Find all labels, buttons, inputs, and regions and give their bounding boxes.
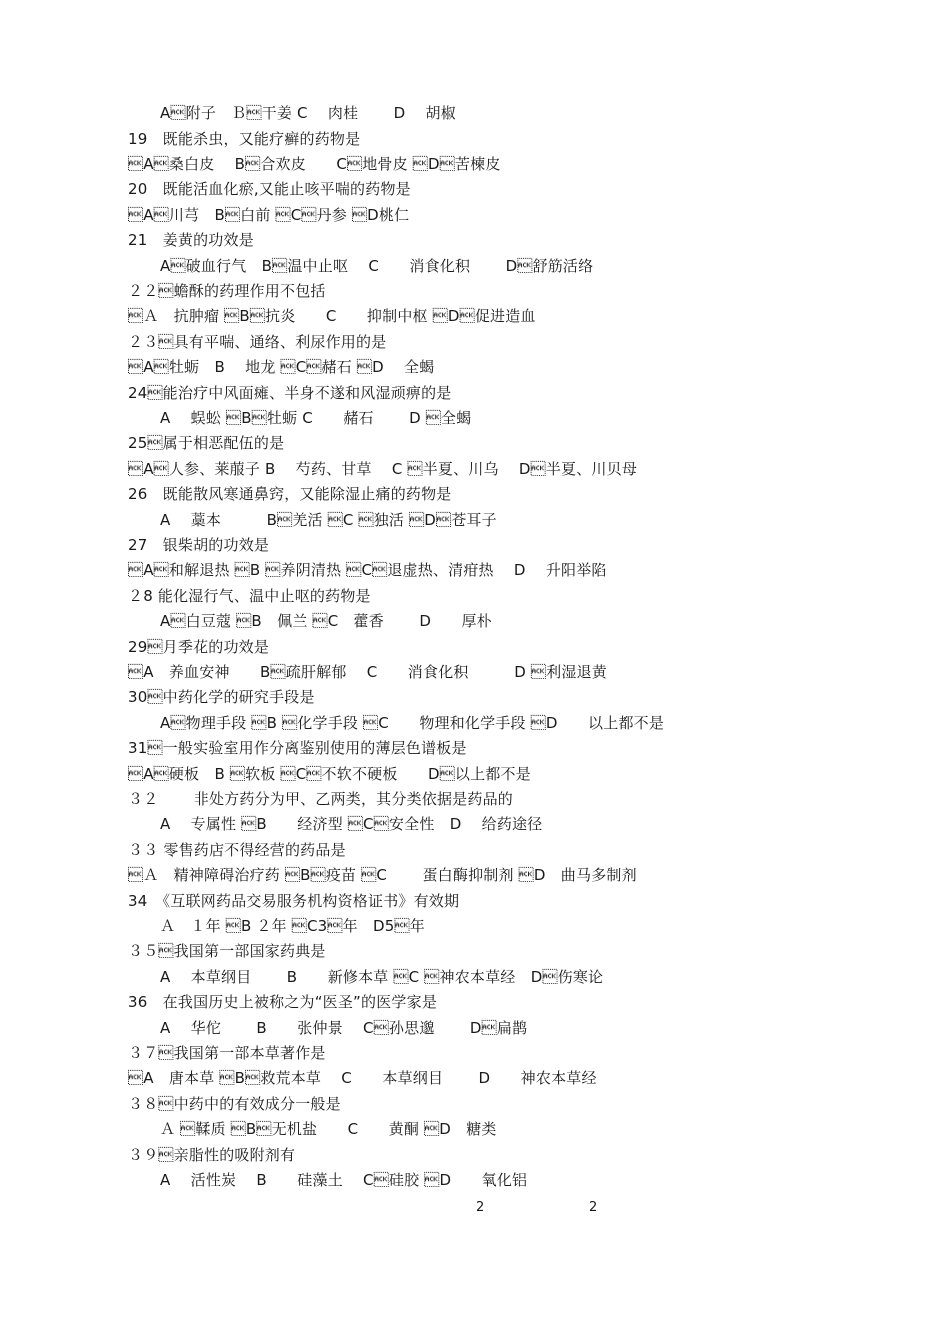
text-line: ２３具有平喘、通络、利尿作用的是	[128, 333, 387, 351]
text-line: 30中药化学的研究手段是	[128, 688, 315, 706]
text-line: 31一般实验室用作分离鉴别使用的薄层色谱板是	[128, 739, 467, 757]
text-line: Ａ 精神障碍治疗药 B疫苗 C 蛋白酶抑制剂 D 曲马多制剂	[128, 866, 637, 884]
text-line: A牡蛎 B 地龙 C赭石 D 全蝎	[128, 358, 435, 376]
text-line: A 蜈蚣 B牡蛎 C 赭石 D 全蝎	[160, 409, 472, 427]
text-line: A 藁本 B羌活 C 独活 D苍耳子	[160, 511, 497, 529]
text-line: A附子 Ｂ干姜 C 肉桂 D 胡椒	[160, 104, 456, 122]
text-line: 27 银柴胡的功效是	[128, 536, 270, 554]
text-line: ２２蟾酥的药理作用不包括	[128, 282, 326, 300]
text-line: A川芎 B白前 C丹参 D桃仁	[128, 206, 410, 224]
text-line: A和解退热 B 养阴清热 C退虚热、清疳热 D 升阳举陷	[128, 561, 607, 579]
text-line: A人参、莱菔子 B 芍药、甘草 C 半夏、川乌 D半夏、川贝母	[128, 460, 638, 478]
text-line: ２8 能化湿行气、温中止呕的药物是	[128, 587, 371, 605]
text-line: A破血行气 B温中止呕 C 消食化积 D舒筋活络	[160, 257, 594, 275]
text-line: A桑白皮 B合欢皮 C地骨皮 D苦楝皮	[128, 155, 501, 173]
text-line: 26 既能散风寒通鼻窍，又能除湿止痛的药物是	[128, 485, 452, 503]
text-line: Ａ 鞣质 B无机盐 C 黄酮 D 糖类	[160, 1120, 497, 1138]
text-line: 24能治疗中风面瘫、半身不遂和风湿顽痹的是	[128, 384, 452, 402]
text-line: 19 既能杀虫，又能疗癣的药物是	[128, 130, 361, 148]
page-number-left: 2	[476, 1200, 485, 1215]
text-line: A 专属性 B 经济型 C安全性 D 给药途径	[160, 815, 543, 833]
text-line: ３８中药中的有效成分一般是	[128, 1095, 341, 1113]
text-line: ３３ 零售药店不得经营的药品是	[128, 841, 346, 859]
text-line: A硬板 B 软板 C不软不硬板 D以上都不是	[128, 765, 531, 783]
text-line: A 唐本草 B救荒本草 C 本草纲目 D 神农本草经	[128, 1069, 597, 1087]
text-line: A 本草纲目 B 新修本草 C 神农本草经 D伤寒论	[160, 968, 604, 986]
text-line: A 养血安神 B疏肝解郁 C 消食化积 D 利湿退黄	[128, 663, 607, 681]
text-line: 36 在我国历史上被称之为“医圣”的医学家是	[128, 993, 438, 1011]
text-line: 20 既能活血化瘀,又能止咳平喘的药物是	[128, 180, 411, 198]
text-line: ３９亲脂性的吸附剂有	[128, 1146, 296, 1164]
text-line: ３２ 非处方药分为甲、乙两类，其分类依据是药品的	[128, 790, 513, 808]
text-line: 34 《互联网药品交易服务机构资格证书》有效期	[128, 892, 460, 910]
text-line: Ａ 抗肿瘤 B抗炎 C 抑制中枢 D促进造血	[128, 307, 536, 325]
text-line: ３７我国第一部本草著作是	[128, 1044, 326, 1062]
text-line: A物理手段 B 化学手段 C 物理和化学手段 D 以上都不是	[160, 714, 665, 732]
page-number-right: 2	[589, 1200, 598, 1215]
text-line: A白豆蔻 B 佩兰 C 藿香 D 厚朴	[160, 612, 492, 630]
text-line: 21 姜黄的功效是	[128, 231, 254, 249]
text-line: A 华佗 B 张仲景 C孙思邈 D扁鹊	[160, 1019, 528, 1037]
text-line: 25属于相恶配伍的是	[128, 434, 285, 452]
text-line: A 活性炭 B 硅藻土 C硅胶 D 氧化铝	[160, 1171, 528, 1189]
text-line: ３５我国第一部国家药典是	[128, 942, 326, 960]
text-line: Ａ １年 B ２年 C3年 D5年	[160, 917, 425, 935]
text-line: 29月季花的功效是	[128, 638, 270, 656]
